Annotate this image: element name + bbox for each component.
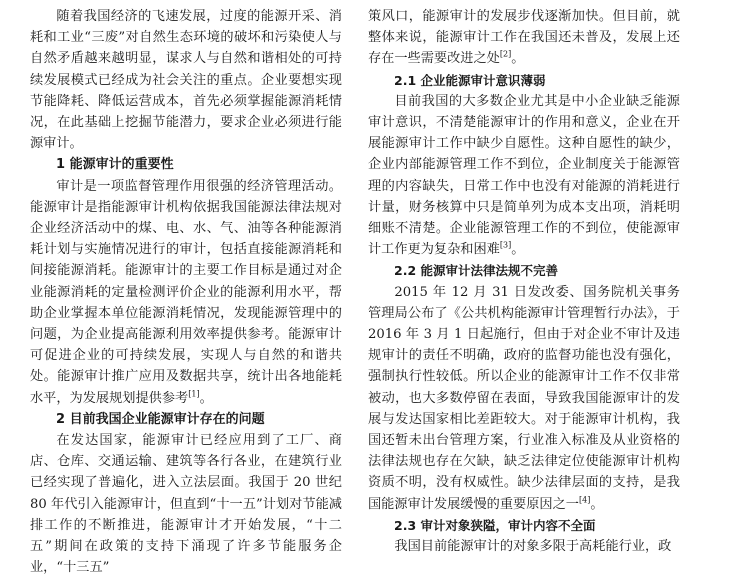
citation-ref: [4] — [579, 495, 591, 505]
paragraph-scope: 我国目前能源审计的对象多限于高耗能行业，政 — [394, 539, 672, 555]
paragraph-laws — [368, 282, 680, 515]
subsection-heading-2-3: 2.3 审计对象狭隘，审计内容不全面 — [394, 517, 596, 533]
paragraph-text: 目前我国的大多数企业尤其是中小企业缺乏能源审计意识，不清楚能源审计的作用和意义，企业在开展能源审计工作中缺少自愿性。这种自愿性的缺少，企业内部能源管理工作不到位，企业制度关于能源管理的内容缺失，日常工作中也没有对能源的消耗进行计量，财务核算中只是简单列为成本支出项，消耗明细账不清楚。企业能源管理工作的不到位，使能源审计工作更为复杂和困难 — [368, 93, 680, 258]
intro-paragraph: 随着我国经济的飞速发展，过度的能源开采、消耗和工业“三废”对自然生态环境的破坏和污染使人与自然矛盾越来越明显，谋求人与自然和谐相处的可持续发展模式已经成为社会关注的重点。企业要想实现节能降耗、降低运营成本，首先必须掌握能源消耗情况，在此基础上挖掘节能潜力，要求企业必须进行能源审计。 — [30, 9, 342, 152]
paragraph-text: 2015 年 12 月 31 日发改委、国务院机关事务管理局公布了《公共机构能源审计管理暂行办法》，于 2016 年 3 月 1 日起施行，但由于对企业不审计及违规审计的责任不明确，政府的监督功能也没有强化，强制执行性较低。所以企业的能源审计工作不仅非常被动，也大多数停留在表面，导致我国能源审计的发展与发达国家相比差距较大。对于能源审计机构，我国还暂未出台管理方案，行业准入标准及从业资格的法律法规也存在欠缺，缺乏法律定位使能源审计机构资质不明，没有权威性。缺少法律层面的支持，是我国能源审计发展缓慢的重要原因之一 — [368, 284, 680, 512]
citation-ref: [2] — [499, 50, 512, 60]
subsection-heading-2-2: 2.2 能源审计法律法规不完善 — [394, 263, 558, 279]
paragraph-end: 。 — [199, 390, 213, 406]
paragraph-end: 。 — [511, 242, 525, 258]
right-column — [368, 6, 680, 557]
paragraph-importance — [30, 176, 342, 409]
paragraph-end: 。 — [511, 51, 525, 67]
left-column — [30, 6, 342, 578]
citation-ref: [3] — [499, 240, 512, 250]
paragraph-awareness — [368, 91, 680, 261]
subsection-heading-2-1: 2.1 企业能源审计意识薄弱 — [394, 72, 546, 88]
paragraph-text: 审计是一项监督管理作用很强的经济管理活动。能源审计是指能源审计机构依据我国能源法律法规对企业经济活动中的煤、电、水、气、油等各种能源消耗计划与实施情况进行的审计，包括直接能源消耗和间接能源消耗。能源审计的主要工作目标是通过对企业能源消耗的定量检测评价企业的能源利用水平，帮助企业掌握本单位能源消耗情况，发现能源管理中的问题，为企业提高能源利用效率提供参考。能源审计可促进企业的可持续发展，实现人与自然的和谐共处。能源审计推广应用及数据共享，统计出各地能耗水平，为发展规划提供参考 — [30, 178, 342, 406]
paragraph-continued — [368, 6, 680, 70]
paragraph-problems: 在发达国家，能源审计已经应用到了工厂、商店、仓库、交通运输、建筑等各行各业，在建筑行业已经实现了普遍化，进入立法层面。我国于 20 世纪 80 年代引入能源审计，但直到“十一五”计划对节能减排工作的不断推进，能源审计才开始发展，“十二五”期间在政策的支持下涌现了许多节能服务企业，“十三五” — [30, 433, 342, 576]
section-heading-1: 1 能源审计的重要性 — [56, 157, 174, 173]
citation-ref: [1] — [188, 389, 200, 399]
paragraph-text: 策风口，能源审计的发展步伐逐渐加快。但目前，就整体来说，能源审计工作在我国还未普及，发展上还存在一些需要改进之处 — [368, 9, 680, 67]
paragraph-end: 。 — [590, 496, 604, 512]
section-heading-2: 2 目前我国企业能源审计存在的问题 — [56, 411, 265, 427]
